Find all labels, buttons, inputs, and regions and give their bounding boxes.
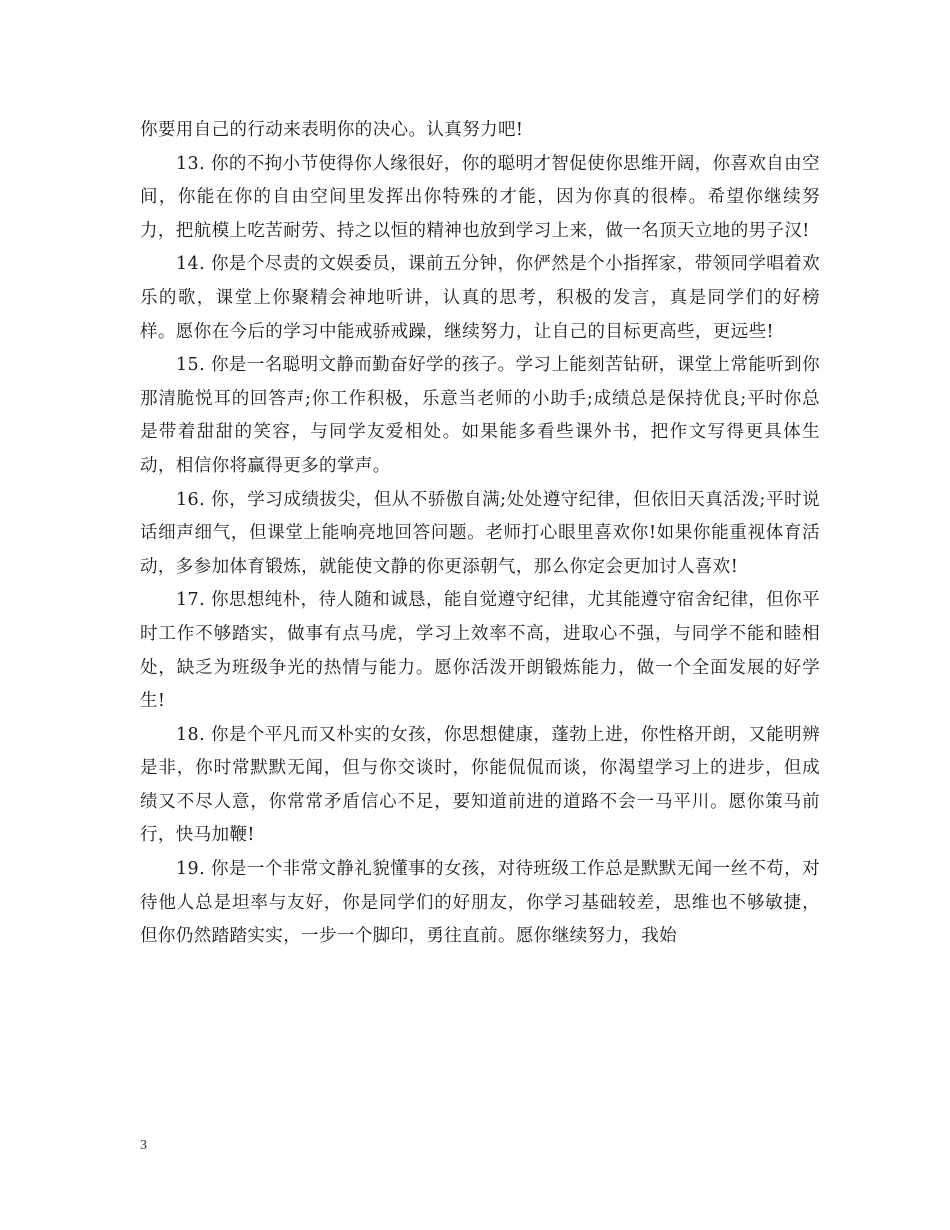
paragraph-item-15: 15. 你是一名聪明文静而勤奋好学的孩子。学习上能刻苦钻研，课堂上常能听到你那清脆悦耳的回答声;你工作积极，乐意当老师的小助手;成绩总是保持优良;平时你总是带着甜甜的笑容，与同学友爱相处。如果能多看些课外书，把作文写得更具体生动，相信你将赢得更多的掌声。 (140, 355, 820, 476)
paragraph-item-18: 18. 你是个平凡而又朴实的女孩，你思想健康，蓬勃上进，你性格开朗，又能明辨是非，你时常默默无闻，但与你交谈时，你能侃侃而谈，你渴望学习上的进步，但成绩又不尽人意，你常常矛盾信心不足，要知道前进的道路不会一马平川。愿你策马前行，快马加鞭! (140, 724, 820, 846)
paragraph-item-16: 16. 你，学习成绩拔尖，但从不骄傲自满;处处遵守纪律，但依旧天真活泼;平时说话细声细气，但课堂上能响亮地回答问题。老师打心眼里喜欢你!如果你能重视体育活动，多参加体育锻炼，就能使文静的你更添朝气，那么你定会更加讨人喜欢! (140, 489, 820, 577)
paragraph-continuation: 你要用自己的行动来表明你的决心。认真努力吧! (140, 120, 524, 140)
paragraph-item-13: 13. 你的不拘小节使得你人缘很好，你的聪明才智促使你思维开阔，你喜欢自由空间，你能在你的自由空间里发挥出你特殊的才能，因为你真的很棒。希望你继续努力，把航模上吃苦耐劳、持之以恒的精神也放到学习上来，做一名顶天立地的男子汉! (140, 153, 820, 241)
paragraph-item-17: 17. 你思想纯朴，待人随和诚恳，能自觉遵守纪律，尤其能遵守宿舍纪律，但你平时工作不够踏实，做事有点马虎，学习上效率不高，进取心不强，与同学不能和睦相处，缺乏为班级争光的热情与能力。愿你活泼开朗锻炼能力，做一个全面发展的好学生! (140, 590, 820, 712)
page-number: 3 (140, 1138, 147, 1153)
paragraph-item-14: 14. 你是个尽责的文娱委员，课前五分钟，你俨然是个小指挥家，带领同学唱着欢乐的歌，课堂上你聚精会神地听讲，认真的思考，积极的发言，真是同学们的好榜样。愿你在今后的学习中能戒骄戒躁，继续努力，让自己的目标更高些，更远些! (140, 254, 820, 342)
paragraph-item-19: 19. 你是一个非常文静礼貌懂事的女孩，对待班级工作总是默默无闻一丝不苟，对待他人总是坦率与友好，你是同学们的好朋友，你学习基础较差，思维也不够敏捷，但你仍然踏踏实实，一步一个脚印，勇往直前。愿你继续努力，我始 (140, 859, 820, 947)
page-content (140, 114, 820, 954)
